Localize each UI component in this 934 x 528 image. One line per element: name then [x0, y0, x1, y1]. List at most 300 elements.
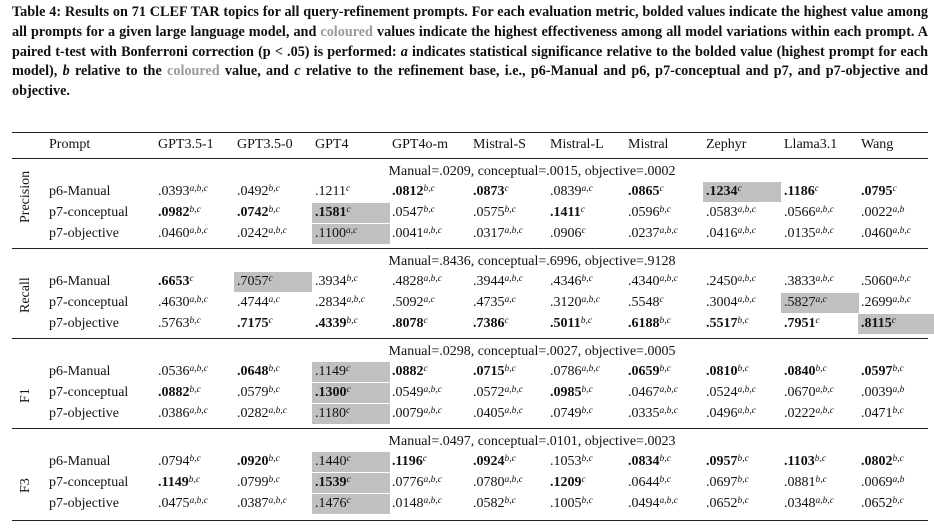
value-number: .1411 [550, 205, 581, 220]
metric-value [784, 454, 826, 470]
value-number: .0317 [473, 226, 505, 241]
metric-value [861, 454, 904, 470]
metric-value [550, 295, 600, 311]
metric-value [861, 205, 904, 221]
significance-markers: a,b,c [189, 184, 208, 194]
value-number: .0802 [861, 454, 893, 469]
value-number: .4346 [550, 274, 582, 289]
column-header: Mistral [628, 137, 669, 152]
section-rule [12, 158, 928, 159]
significance-markers: b,c [189, 205, 201, 215]
section-rule [12, 248, 928, 249]
metric-value [550, 205, 585, 221]
metric-value [784, 184, 819, 200]
caption-text-2: values indicate the highest effectiveness among all model variations within each prompt. A paired t-test with Bonferroni correction (p < .05) is performed: [12, 23, 928, 60]
prompt-label: p7-objective [49, 226, 119, 241]
value-number: .0924 [473, 454, 505, 469]
significance-markers: a,b,c [189, 406, 208, 416]
significance-markers: a,b,c [423, 274, 442, 284]
value-number: .7386 [473, 316, 505, 331]
significance-markers: b,c [659, 454, 671, 464]
significance-markers: b,c [423, 184, 435, 194]
value-number: .5517 [706, 316, 738, 331]
significance-markers: b,c [581, 454, 593, 464]
value-number: .0524 [706, 385, 738, 400]
metric-value [473, 406, 523, 422]
metric-value [315, 316, 358, 332]
value-number: .0405 [473, 406, 505, 421]
metric-value [473, 475, 523, 491]
significance-markers: b,c [346, 274, 358, 284]
caption-marker-a: a [400, 43, 408, 60]
value-number: .3833 [784, 274, 816, 289]
metric-value [473, 454, 516, 470]
value-number: .3120 [550, 295, 582, 310]
significance-markers: a,c [815, 295, 827, 305]
significance-markers: c [581, 226, 586, 236]
significance-markers: b,c [268, 385, 280, 395]
value-number: .0041 [392, 226, 424, 241]
significance-markers: c [345, 184, 351, 194]
prompt-label: p7-conceptual [49, 295, 129, 310]
value-number: .1300 [315, 385, 347, 400]
metric-value [473, 274, 523, 290]
value-number: .0575 [473, 205, 505, 220]
metric-value [473, 295, 516, 311]
significance-markers: b,c [892, 496, 904, 506]
metric-value [861, 295, 911, 311]
metric-value [392, 184, 435, 200]
significance-markers: b,c [892, 406, 904, 416]
value-number: .0786 [550, 364, 582, 379]
table-top-rule [12, 132, 928, 133]
metric-value [706, 385, 756, 401]
metric-value [706, 316, 749, 332]
significance-markers: c [737, 184, 742, 194]
significance-markers: a,b,c [815, 406, 834, 416]
prompt-label: p7-objective [49, 406, 119, 421]
metric-value [158, 316, 201, 332]
prompt-label: p7-objective [49, 496, 119, 511]
value-number: .4339 [315, 316, 347, 331]
metric-value [550, 316, 592, 332]
column-header: GPT4o-m [392, 137, 448, 152]
value-number: .1234 [706, 184, 738, 199]
metric-value [861, 475, 904, 491]
metric-value [861, 184, 897, 200]
significance-markers: a,b,c [659, 406, 678, 416]
column-header: GPT4 [315, 137, 349, 152]
value-number: .5060 [861, 274, 893, 289]
section-baseline-summary: Manual=.0298, conceptual=.0027, objective=.0005 [388, 344, 676, 359]
metric-value [392, 226, 442, 242]
metric-value [628, 475, 671, 491]
value-number: .3934 [315, 274, 347, 289]
value-number: .1440 [315, 454, 347, 469]
section-baseline-summary: Manual=.0209, conceptual=.0015, objective=.0002 [388, 164, 676, 179]
metric-value [550, 496, 593, 512]
column-header: Wang [861, 137, 894, 152]
value-number: .0839 [550, 184, 582, 199]
significance-markers: b,c [737, 454, 749, 464]
value-number: .4735 [473, 295, 505, 310]
metric-value [861, 226, 911, 242]
metric-value [315, 406, 350, 422]
metric-value [550, 226, 586, 242]
value-number: .0460 [158, 226, 190, 241]
section-baseline-summary: Manual=.0497, conceptual=.0101, objective=.0023 [388, 434, 676, 449]
significance-markers: b,c [268, 475, 280, 485]
significance-markers: a,c [345, 226, 358, 236]
value-number: .0348 [784, 496, 816, 511]
metric-value [628, 454, 671, 470]
significance-markers: b,c [268, 364, 280, 374]
prompt-label: p6-Manual [49, 364, 111, 379]
significance-markers: a,b,c [737, 385, 756, 395]
caption-coloured-word-2: coloured [167, 63, 220, 80]
value-number: .0794 [158, 454, 190, 469]
significance-markers: b,c [815, 475, 827, 485]
value-number: .4340 [628, 274, 660, 289]
value-number: .0579 [237, 385, 269, 400]
metric-value [784, 496, 834, 512]
column-header: GPT3.5-0 [237, 137, 293, 152]
value-number: .0022 [861, 205, 893, 220]
significance-markers: b,c [659, 316, 671, 326]
value-number: .0467 [628, 385, 660, 400]
value-number: .1186 [784, 184, 815, 199]
value-number: .0335 [628, 406, 660, 421]
significance-markers: a,b,c [189, 295, 208, 305]
significance-markers: b,c [581, 496, 593, 506]
metric-value [784, 406, 834, 422]
value-number: .5011 [550, 316, 581, 331]
value-number: .0393 [158, 184, 190, 199]
prompt-label: p7-objective [49, 316, 119, 331]
results-table [12, 132, 928, 524]
caption-coloured-word: coloured [320, 23, 373, 40]
value-number: .1005 [550, 496, 582, 511]
metric-value [473, 316, 509, 332]
metric-value [628, 274, 678, 290]
significance-markers: a,b,c [423, 475, 442, 485]
metric-value [473, 226, 523, 242]
significance-markers: c [346, 205, 351, 215]
significance-markers: a,b,c [737, 226, 756, 236]
value-number: .8078 [392, 316, 424, 331]
table-bottom-rule [12, 520, 928, 521]
value-number: .0865 [628, 184, 660, 199]
value-number: .0881 [784, 475, 816, 490]
value-number: .0237 [628, 226, 660, 241]
value-number: .0386 [158, 406, 190, 421]
metric-value [784, 295, 827, 311]
value-number: .0492 [237, 184, 269, 199]
metric-value [550, 406, 593, 422]
table-caption [12, 3, 928, 102]
value-number: .2699 [861, 295, 893, 310]
metric-value [237, 295, 280, 311]
significance-markers: b,c [189, 316, 201, 326]
metric-value [784, 385, 834, 401]
value-number: .5092 [392, 295, 424, 310]
metric-value [861, 406, 904, 422]
metric-value [784, 364, 827, 380]
value-number: .5548 [628, 295, 660, 310]
value-number: .4744 [237, 295, 269, 310]
significance-markers: a,b,c [504, 226, 523, 236]
section-rule [12, 428, 928, 429]
section-label-f1: F1 [18, 388, 33, 403]
value-number: .0840 [784, 364, 816, 379]
metric-value [392, 274, 442, 290]
value-number: .0460 [861, 226, 893, 241]
value-number: .0780 [473, 475, 505, 490]
significance-markers: c [346, 385, 351, 395]
metric-value [158, 475, 200, 491]
metric-value [861, 496, 904, 512]
value-number: .2450 [706, 274, 738, 289]
metric-value [473, 184, 509, 200]
metric-value [315, 385, 351, 401]
metric-value [550, 184, 593, 200]
value-number: .0834 [628, 454, 660, 469]
value-number: .7057 [237, 274, 269, 289]
column-header: Mistral-L [550, 137, 604, 152]
significance-markers: b,c [737, 496, 749, 506]
metric-value [237, 385, 280, 401]
value-number: .5763 [158, 316, 190, 331]
significance-markers: c [423, 316, 428, 326]
value-number: .1196 [392, 454, 423, 469]
prompt-label: p7-conceptual [49, 385, 129, 400]
significance-markers: b,c [581, 406, 593, 416]
value-number: .0795 [861, 184, 893, 199]
metric-value [628, 496, 678, 512]
metric-value [550, 454, 593, 470]
significance-markers: a,b,c [737, 295, 756, 305]
significance-markers: b,c [423, 205, 435, 215]
metric-value [628, 406, 678, 422]
metric-value [315, 184, 350, 200]
value-number: .0282 [237, 406, 269, 421]
significance-markers: a,b [892, 205, 905, 215]
value-number: .0566 [784, 205, 816, 220]
metric-value [784, 475, 827, 491]
significance-markers: c [423, 364, 428, 374]
caption-text-1: Table 4: Results on 71 CLEF TAR topics for all query-refinement prompts. For each evaluation metric, bolded values indicate the highest value among all prompts for a given large language model, and [12, 4, 928, 40]
metric-value [237, 316, 273, 332]
significance-markers: a,b,c [268, 226, 287, 236]
significance-markers: c [346, 496, 351, 506]
significance-markers: a,b,c [892, 274, 911, 284]
value-number: .0659 [628, 364, 660, 379]
prompt-label: p6-Manual [49, 274, 111, 289]
metric-value [158, 184, 208, 200]
metric-value [861, 385, 904, 401]
significance-markers: b,c [737, 316, 749, 326]
significance-markers: b,c [189, 385, 201, 395]
metric-value [392, 475, 442, 491]
significance-markers: b,c [504, 205, 516, 215]
metric-value [158, 205, 201, 221]
metric-value [861, 274, 911, 290]
value-number: .1211 [315, 184, 346, 199]
value-number: .6188 [628, 316, 660, 331]
caption-text-3: indicates statistical significance relative to the bolded value (highest prompt for each model), [12, 43, 928, 80]
significance-markers: b,c [659, 364, 671, 374]
significance-markers: a,c [504, 295, 516, 305]
significance-markers: c [659, 184, 664, 194]
value-number: .0222 [784, 406, 816, 421]
caption-text-5: value, and [219, 63, 295, 80]
significance-markers: a,b,c [504, 475, 523, 485]
value-number: .0416 [706, 226, 738, 241]
prompt-label: p6-Manual [49, 454, 111, 469]
significance-markers: c [268, 274, 273, 284]
value-number: .1103 [784, 454, 815, 469]
value-number: .0985 [550, 385, 582, 400]
metric-value [315, 454, 351, 470]
significance-markers: b,c [659, 475, 671, 485]
value-number: .4828 [392, 274, 424, 289]
metric-value [392, 364, 428, 380]
significance-markers: b,c [892, 364, 904, 374]
significance-markers: b,c [504, 496, 516, 506]
value-number: .0715 [473, 364, 505, 379]
value-number: .0652 [861, 496, 893, 511]
significance-markers: a,b,c [346, 295, 365, 305]
caption-text-6: relative to the refinement base, i.e., p6-Manual and p6, p7-conceptual and p7, and p7-objective and objective. [12, 63, 928, 100]
metric-value [628, 316, 671, 332]
value-number: .0475 [158, 496, 190, 511]
significance-markers: a,b,c [189, 226, 208, 236]
metric-value [315, 295, 365, 311]
significance-markers: b,c [737, 364, 749, 374]
column-header: Zephyr [706, 137, 747, 152]
caption-text-4: relative to the [69, 63, 168, 80]
metric-value [158, 454, 201, 470]
significance-markers: a,b,c [737, 274, 756, 284]
value-number: .0039 [861, 385, 893, 400]
value-number: .0812 [392, 184, 424, 199]
value-number: .1180 [315, 406, 346, 421]
value-number: .0776 [392, 475, 424, 490]
metric-value [158, 274, 194, 290]
value-number: .1476 [315, 496, 347, 511]
metric-value [237, 475, 280, 491]
significance-markers: a,b,c [423, 226, 442, 236]
value-number: .0648 [237, 364, 269, 379]
metric-value [784, 226, 834, 242]
significance-markers: c [345, 406, 351, 416]
metric-value [315, 274, 358, 290]
metric-value [158, 496, 208, 512]
metric-value [158, 385, 201, 401]
significance-markers: a,b,c [659, 496, 678, 506]
metric-value [473, 496, 516, 512]
value-number: .0742 [237, 205, 269, 220]
metric-value [550, 385, 593, 401]
value-number: .0547 [392, 205, 424, 220]
metric-value [784, 205, 834, 221]
significance-markers: b,c [188, 475, 201, 485]
value-number: .0596 [628, 205, 660, 220]
significance-markers: a,b,c [815, 274, 834, 284]
significance-markers: a,b [892, 475, 905, 485]
significance-markers: c [580, 205, 585, 215]
significance-markers: b,c [346, 316, 358, 326]
significance-markers: a,b,c [423, 406, 442, 416]
metric-value [237, 226, 287, 242]
section-label-f3: F3 [18, 478, 33, 493]
metric-value [706, 454, 749, 470]
value-number: .0882 [158, 385, 190, 400]
significance-markers: b,c [581, 385, 593, 395]
value-number: .6653 [158, 274, 190, 289]
section-label-recall: Recall [18, 277, 33, 313]
value-number: .0697 [706, 475, 738, 490]
significance-markers: c [659, 295, 664, 305]
section-baseline-summary: Manual=.8436, conceptual=.6996, objective=.9128 [388, 254, 676, 269]
significance-markers: a,c [581, 184, 593, 194]
significance-markers: a,b,c [892, 295, 911, 305]
metric-value [473, 385, 523, 401]
significance-markers: a,b,c [815, 205, 834, 215]
value-number: .0670 [784, 385, 816, 400]
significance-markers: a,b,c [581, 364, 600, 374]
metric-value [628, 364, 671, 380]
significance-markers: c [268, 316, 273, 326]
metric-value [158, 406, 208, 422]
metric-value [706, 295, 756, 311]
metric-value [628, 226, 678, 242]
significance-markers: b,c [659, 205, 671, 215]
significance-markers: a,b,c [815, 496, 834, 506]
value-number: .1149 [315, 364, 346, 379]
value-number: .0582 [473, 496, 505, 511]
metric-value [706, 184, 742, 200]
significance-markers: a,b [892, 385, 905, 395]
value-number: .0982 [158, 205, 190, 220]
metric-value [158, 295, 208, 311]
metric-value [315, 205, 351, 221]
column-header: Prompt [49, 137, 91, 152]
metric-value [237, 454, 280, 470]
value-number: .0494 [628, 496, 660, 511]
value-number: .0957 [706, 454, 738, 469]
value-number: .0873 [473, 184, 505, 199]
significance-markers: b,c [815, 364, 827, 374]
value-number: .0242 [237, 226, 269, 241]
column-header: Llama3.1 [784, 137, 838, 152]
value-number: .0749 [550, 406, 582, 421]
value-number: .4630 [158, 295, 190, 310]
significance-markers: b,c [892, 454, 904, 464]
value-number: .5827 [784, 295, 816, 310]
value-number: .0652 [706, 496, 738, 511]
column-header: Mistral-S [473, 137, 526, 152]
significance-markers: a,c [423, 295, 435, 305]
value-number: .0572 [473, 385, 505, 400]
metric-value [315, 364, 350, 380]
significance-markers: c [346, 475, 351, 485]
metric-value [706, 496, 749, 512]
significance-markers: b,c [268, 205, 280, 215]
significance-markers: c [892, 184, 897, 194]
value-number: .0644 [628, 475, 660, 490]
value-number: .0583 [706, 205, 738, 220]
